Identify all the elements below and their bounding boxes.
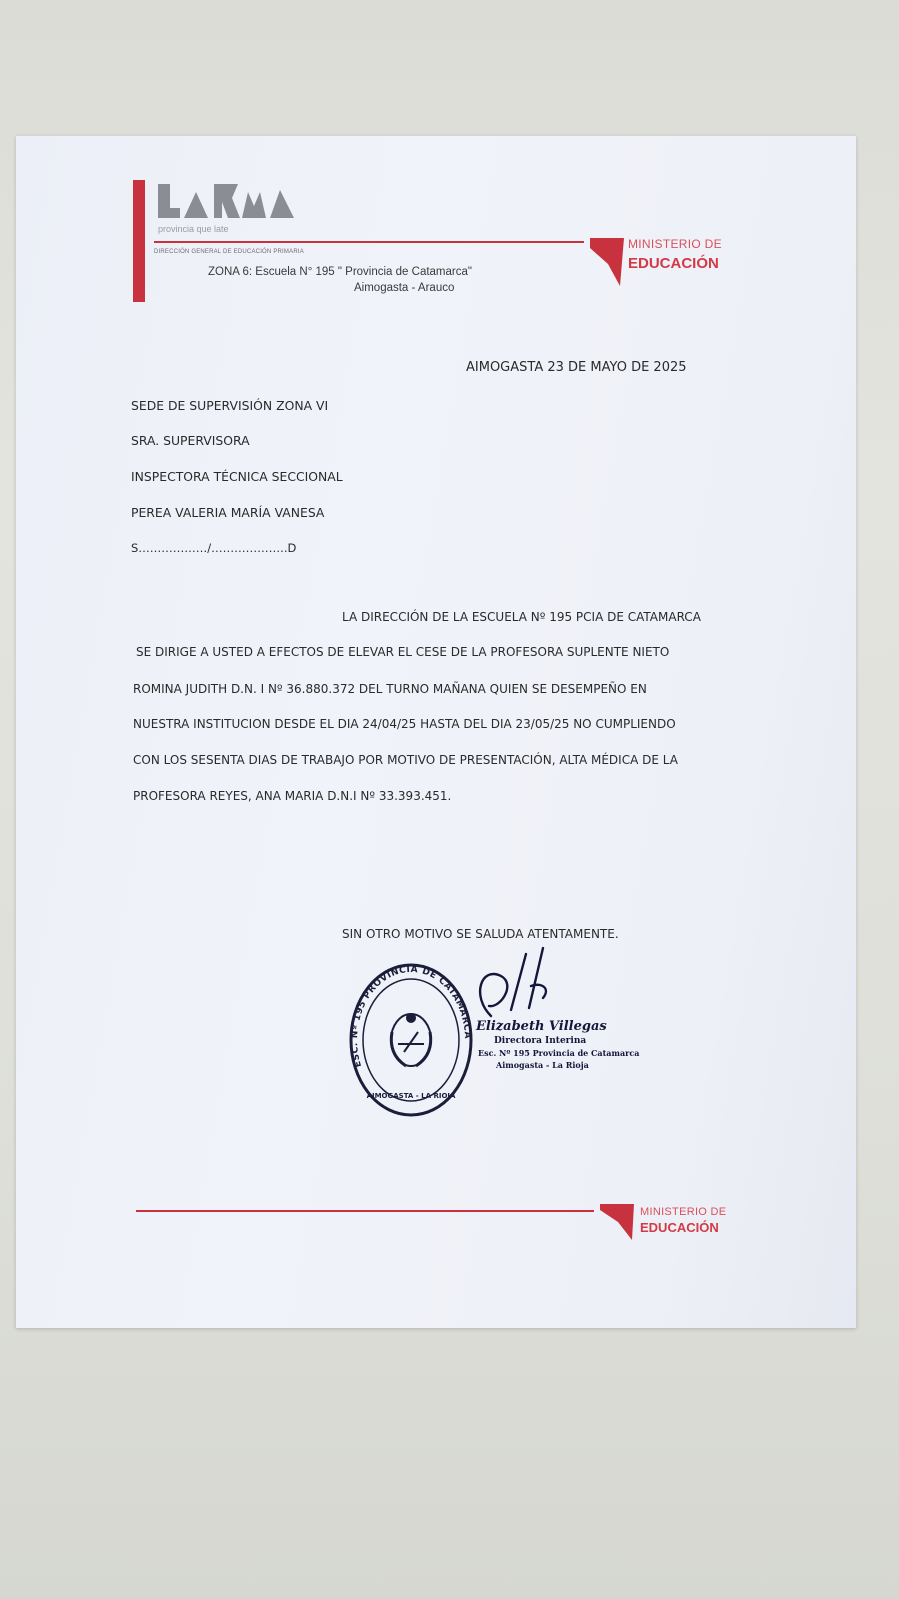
body-line: LA DIRECCIÓN DE LA ESCUELA Nº 195 PCIA DE CATAMARCA [342,610,701,624]
body-line: SE DIRIGE A USTED A EFECTOS DE ELEVAR EL CESE DE LA PROFESORA SUPLENTE NIETO [136,645,670,659]
body-line: ROMINA JUDITH D.N. I Nº 36.880.372 DEL TURNO MAÑANA QUIEN SE DESEMPEÑO EN [133,682,647,696]
letterhead-rule [154,241,584,243]
ministry-small-label: MINISTERIO DE [628,237,722,251]
signature-place: Aimogasta - La Rioja [496,1060,589,1070]
date-line: AIMOGASTA 23 DE MAYO DE 2025 [466,360,687,375]
school-stamp [348,962,474,1120]
recipient-line: PEREA VALERIA MARÍA VANESA [131,505,325,520]
body-line: CON LOS SESENTA DIAS DE TRABAJO POR MOTIVO DE PRESENTACIÓN, ALTA MÉDICA DE LA [133,753,678,767]
school-line: ZONA 6: Escuela N° 195 " Provincia de Catamarca" [208,266,472,278]
location-line: Aimogasta - Arauco [354,282,455,294]
recipient-line: SEDE DE SUPERVISIÓN ZONA VI [131,398,329,413]
body-line: PROFESORA REYES, ANA MARIA D.N.I Nº 33.393.451. [133,789,452,803]
svg-text:AIMOGASTA - LA RIOJA: AIMOGASTA - LA RIOJA [366,1092,456,1100]
signature-title: Directora Interina [494,1036,587,1046]
body-line: NUESTRA INSTITUCION DESDE EL DIA 24/04/25 HASTA DEL DIA 23/05/25 NO CUMPLIENDO [133,717,676,731]
letter-sheet [16,136,856,1328]
signature-name: Elizabeth Villegas [476,1019,607,1034]
recipient-line: S………………/………………..D [131,541,297,555]
ministry-big-label: EDUCACIÓN [628,255,719,272]
footer-ministry-big-label: EDUCACIÓN [640,1220,719,1235]
recipient-line: INSPECTORA TÉCNICA SECCIONAL [131,469,343,484]
recipient-line: SRA. SUPERVISORA [131,433,250,448]
closing-line: SIN OTRO MOTIVO SE SALUDA ATENTAMENTE. [342,927,619,941]
letterhead-red-bar [133,180,145,302]
handwritten-signature [471,946,561,1026]
ministry-flag-icon [590,238,626,288]
svg-text:provincia que late: provincia que late [158,224,229,234]
department-line: DIRECCIÓN GENERAL DE EDUCACIÓN PRIMARIA [154,249,304,255]
ministry-flag-icon [600,1204,636,1240]
la-rioja-logo [156,178,306,236]
signature-school: Esc. Nº 195 Provincia de Catamarca [478,1048,640,1058]
footer-rule [136,1210,594,1212]
footer-ministry-small-label: MINISTERIO DE [640,1206,727,1218]
svg-text:ESC. Nº 195 PROVINCIA DE CATAM: ESC. Nº 195 PROVINCIA DE CATAMARCA [349,964,473,1069]
